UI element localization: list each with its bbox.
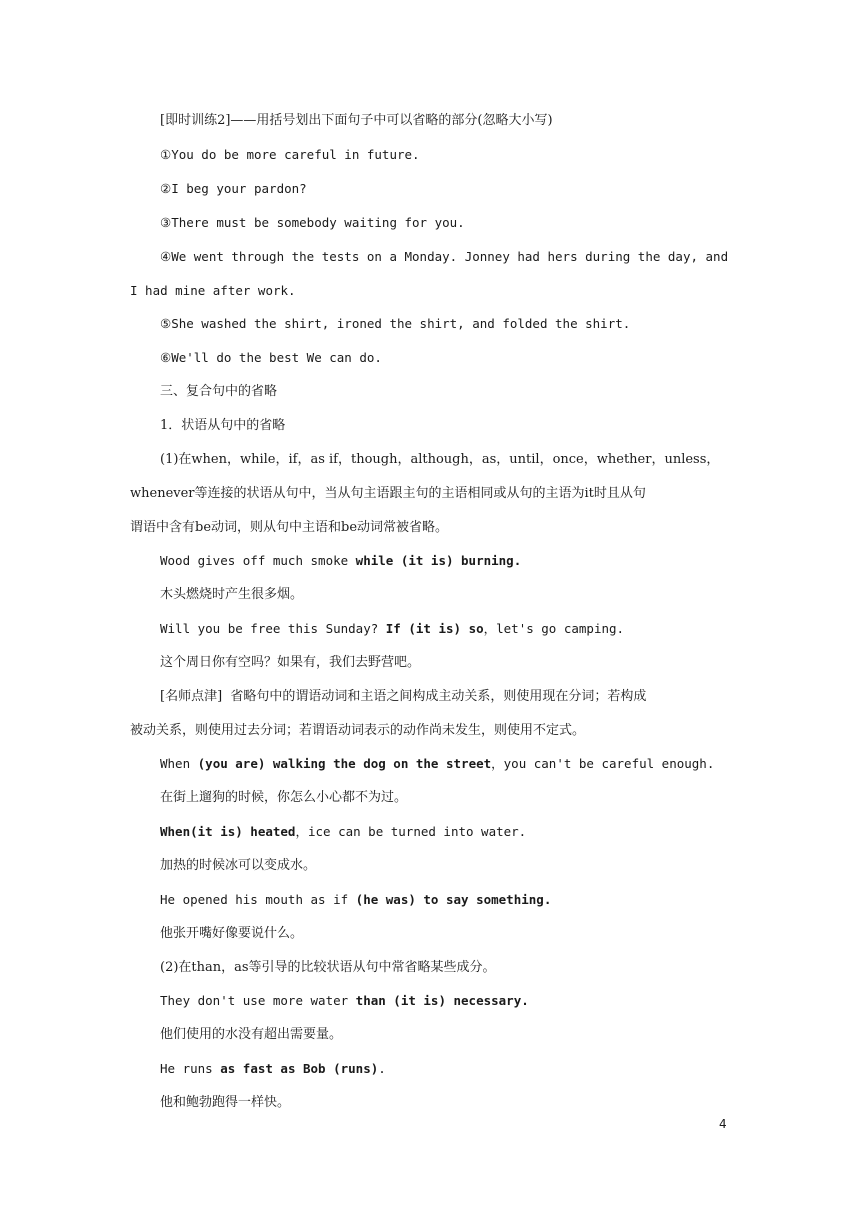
example-sentence: He opened his mouth as if (he was) to say something. — [160, 892, 552, 907]
tip-paragraph-line-2: 被动关系，则使用过去分词；若谓语动词表示的动作尚未发生，则使用不定式。 — [130, 723, 586, 738]
tip-paragraph-line-1: [名师点津] 省略句中的谓语动词和主语之间构成主动关系，则使用现在分词；若构成 — [160, 689, 647, 704]
example-sentence: When(it is) heated，ice can be turned into water. — [160, 824, 527, 839]
example-translation: 这个周日你有空吗？如果有，我们去野营吧。 — [160, 655, 421, 670]
example-translation: 他们使用的水没有超出需要量。 — [160, 1027, 343, 1042]
example-sentence: He runs as fast as Bob (runs). — [160, 1061, 386, 1076]
example-sentence: When (you are) walking the dog on the street，you can't be careful enough. — [160, 756, 715, 771]
exercise-heading: [即时训练2]——用括号划出下面句子中可以省略的部分(忽略大小写) — [160, 113, 553, 128]
exercise-sentence-4: ④We went through the tests on a Monday. Jonney had hers during the day, and — [160, 249, 729, 264]
example-translation: 在街上遛狗的时候，你怎么小心都不为过。 — [160, 790, 408, 805]
rule-paragraph-line-2: whenever等连接的状语从句中，当从句主语跟主句的主语相同或从句的主语为it时且从句 — [130, 486, 646, 501]
rule-paragraph-line-3: 谓语中含有be动词，则从句中主语和be动词常被省略。 — [130, 520, 449, 535]
subsection-heading: 1．状语从句中的省略 — [160, 418, 286, 433]
rule-paragraph-line: (2)在than，as等引导的比较状语从句中常省略某些成分。 — [160, 960, 496, 975]
example-sentence: They don't use more water than (it is) necessary. — [160, 993, 529, 1008]
exercise-sentence-3: ③There must be somebody waiting for you. — [160, 215, 465, 230]
example-translation: 加热的时候冰可以变成水。 — [160, 858, 317, 873]
exercise-sentence-5: ⑤She washed the shirt, ironed the shirt, and folded the shirt. — [160, 316, 631, 331]
exercise-sentence-1: ①You do be more careful in future. — [160, 147, 420, 162]
exercise-sentence-4-cont: I had mine after work. — [130, 283, 296, 298]
rule-paragraph-line-1: (1)在when，while，if，as if，though，although，as，until，once，whether，unless， — [160, 452, 720, 467]
example-translation: 木头燃烧时产生很多烟。 — [160, 587, 304, 602]
example-sentence: Will you be free this Sunday? If (it is) so，let's go camping. — [160, 621, 625, 636]
example-translation: 他和鲍勃跑得一样快。 — [160, 1095, 291, 1110]
example-sentence: Wood gives off much smoke while (it is) burning. — [160, 553, 522, 568]
page-number: 4 — [719, 1117, 727, 1131]
exercise-sentence-6: ⑥We'll do the best We can do. — [160, 350, 382, 365]
example-translation: 他张开嘴好像要说什么。 — [160, 926, 304, 941]
exercise-sentence-2: ②I beg your pardon? — [160, 181, 307, 196]
section-heading: 三、复合句中的省略 — [160, 384, 278, 399]
